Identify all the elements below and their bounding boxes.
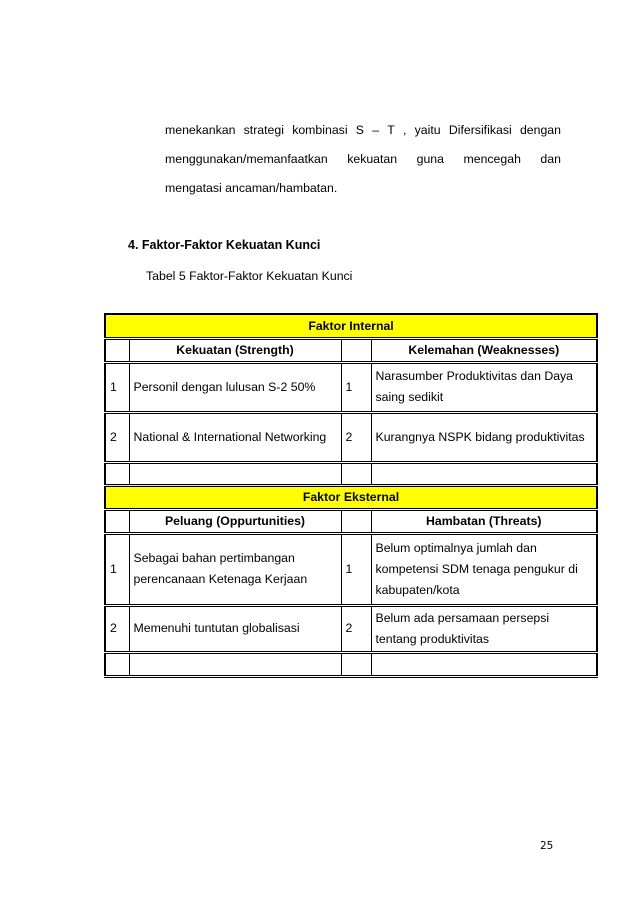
empty-cell — [105, 338, 129, 362]
threat-header: Hambatan (Threats) — [371, 509, 597, 533]
empty-row — [105, 462, 597, 485]
word: S — [355, 123, 364, 137]
internal-title-row — [105, 314, 597, 338]
word: T — [387, 123, 395, 137]
opportunity-text: Memenuhi tuntutan globalisasi — [129, 605, 341, 652]
key-factors-table — [104, 313, 598, 678]
opportunity-number: 2 — [105, 605, 129, 652]
word: yaitu — [414, 123, 441, 137]
table-caption: Tabel 5 Faktor-Faktor Kekuatan Kunci — [146, 269, 353, 283]
word: – — [372, 123, 380, 137]
weakness-number: 2 — [341, 412, 371, 462]
internal-header-row — [105, 338, 597, 362]
external-factor-title: Faktor Eksternal — [105, 485, 597, 509]
empty-cell — [341, 509, 371, 533]
paragraph-line-2 — [165, 152, 561, 166]
word: Difersifikasi — [448, 123, 512, 137]
word: menekankan — [165, 123, 236, 137]
table-row — [105, 605, 597, 652]
weakness-number: 1 — [341, 362, 371, 412]
word: mencegah — [463, 152, 521, 166]
strength-number: 2 — [105, 412, 129, 462]
word: kombinasi — [292, 123, 348, 137]
empty-cell — [341, 338, 371, 362]
threat-text: Belum ada persamaan persepsi tentang produktivitas — [371, 605, 597, 652]
table-row — [105, 533, 597, 605]
table-row — [105, 412, 597, 462]
opportunity-text: Sebagai bahan pertimbangan perencanaan Ketenaga Kerjaan — [129, 533, 341, 605]
strength-text: Personil dengan lulusan S-2 50% — [129, 362, 341, 412]
external-header-row — [105, 509, 597, 533]
paragraph-line-1 — [165, 123, 561, 137]
threat-number: 2 — [341, 605, 371, 652]
empty-cell — [105, 509, 129, 533]
external-title-row — [105, 485, 597, 509]
opportunity-header: Peluang (Oppurtunities) — [129, 509, 341, 533]
opportunity-number: 1 — [105, 533, 129, 605]
weakness-header: Kelemahan (Weaknesses) — [371, 338, 597, 362]
weakness-text: Kurangnya NSPK bidang produktivitas — [371, 412, 597, 462]
internal-factor-title: Faktor Internal — [105, 314, 597, 338]
word: dan — [540, 152, 561, 166]
empty-row — [105, 652, 597, 676]
weakness-text: Narasumber Produktivitas dan Daya saing sedikit — [371, 362, 597, 412]
threat-number: 1 — [341, 533, 371, 605]
table-row — [105, 362, 597, 412]
strength-text: National & International Networking — [129, 412, 341, 462]
word: , — [403, 123, 407, 137]
page-number: 25 — [540, 840, 554, 852]
word: dengan — [519, 123, 561, 137]
word: guna — [416, 152, 444, 166]
word: strategi — [243, 123, 284, 137]
section-heading: 4. Faktor-Faktor Kekuatan Kunci — [128, 238, 321, 252]
strength-header: Kekuatan (Strength) — [129, 338, 341, 362]
word: kekuatan — [347, 152, 398, 166]
word: menggunakan/memanfaatkan — [165, 152, 328, 166]
threat-text: Belum optimalnya jumlah dan kompetensi SDM tenaga pengukur di kabupaten/kota — [371, 533, 597, 605]
paragraph-line-3: mengatasi ancaman/hambatan. — [165, 181, 338, 195]
strength-number: 1 — [105, 362, 129, 412]
